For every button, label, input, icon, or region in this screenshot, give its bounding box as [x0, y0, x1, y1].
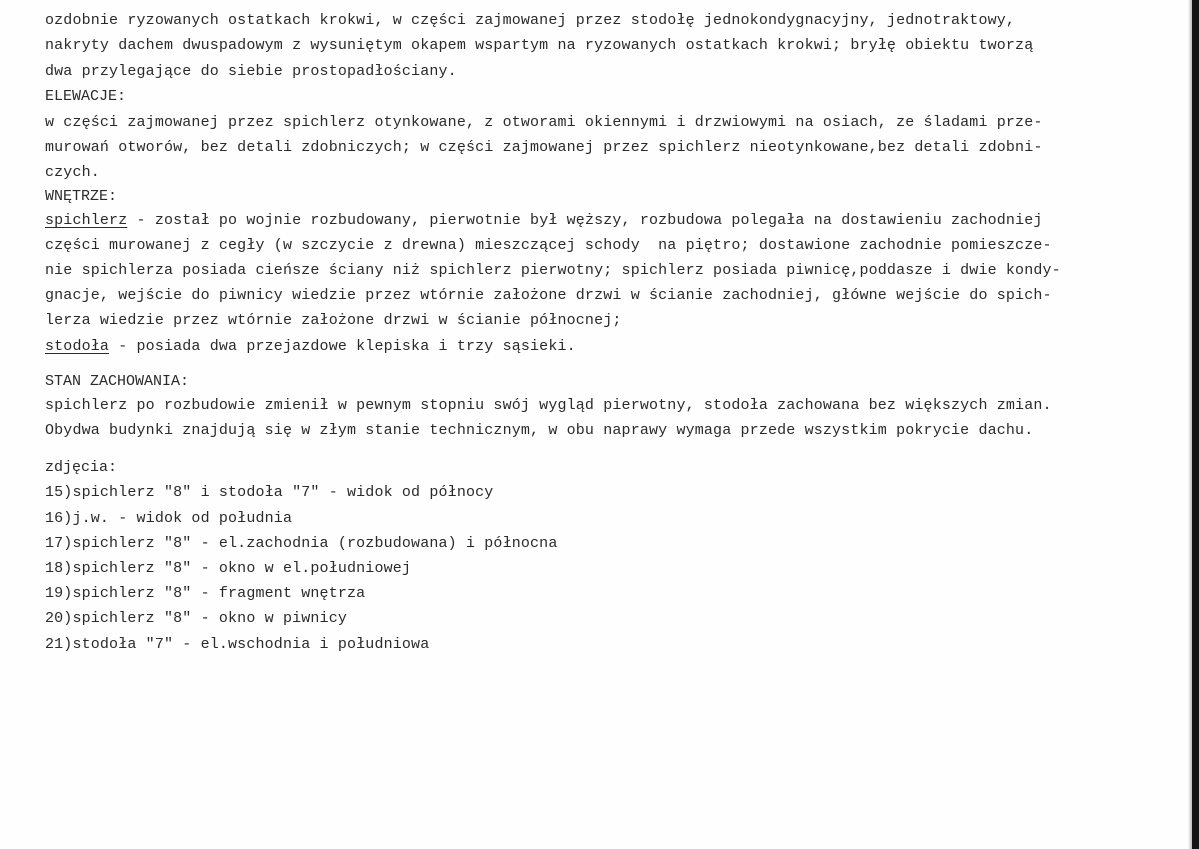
- stan-heading: STAN ZACHOWANIA:: [45, 373, 190, 390]
- photo-list-item: 17)spichlerz "8" - el.zachodnia (rozbudowana) i północna: [45, 535, 558, 552]
- elewacje-line: w części zajmowanej przez spichlerz otynkowane, z otworami okiennymi i drzwiowymi na osiach, ze śladami prze-: [45, 114, 1043, 131]
- spichlerz-line: nie spichlerza posiada cieńsze ściany niż spichlerz pierwotny; spichlerz posiada piwnicę,poddasze i dwie kondy-: [45, 262, 1061, 279]
- intro-line: dwa przylegające do siebie prostopadłościany.: [45, 63, 457, 80]
- stan-line: spichlerz po rozbudowie zmienił w pewnym stopniu swój wygląd pierwotny, stodoła zachowana bez większych zmian.: [45, 397, 1052, 414]
- spichlerz-line: lerza wiedzie przez wtórnie założone drzwi w ścianie północnej;: [45, 312, 622, 329]
- stan-line: Obydwa budynki znajdują się w złym stanie technicznym, w obu naprawy wymaga przede wszystkim pokrycie dachu.: [45, 422, 1034, 439]
- intro-line: nakryty dachem dwuspadowym z wysuniętym okapem wspartym na ryzowanych ostatkach krokwi; bryłę obiektu tworzą: [45, 37, 1034, 54]
- wnetrze-heading: WNĘTRZE:: [45, 188, 118, 205]
- stodola-text: - posiada dwa przejazdowe klepiska i trzy sąsieki.: [109, 338, 576, 355]
- photo-list-item: 19)spichlerz "8" - fragment wnętrza: [45, 585, 366, 602]
- spichlerz-first-text: - został po wojnie rozbudowany, pierwotnie był węższy, rozbudowa polegała na dostawieniu zachodniej: [127, 212, 1043, 229]
- spichlerz-line: części murowanej z cegły (w szczycie z drewna) mieszczącej schody na piętro; dostawione zachodnie pomieszcze-: [45, 237, 1052, 254]
- spichlerz-paragraph-first-line: [45, 212, 1043, 229]
- zdjecia-heading: zdjęcia:: [45, 459, 118, 476]
- elewacje-line: czych.: [45, 164, 100, 181]
- photo-list-item: 15)spichlerz "8" i stodoła "7" - widok od północy: [45, 484, 494, 501]
- spichlerz-term: spichlerz: [45, 212, 128, 229]
- intro-line: ozdobnie ryzowanych ostatkach krokwi, w części zajmowanej przez stodołę jednokondygnacyjny, jednotraktowy,: [45, 12, 1016, 29]
- stodola-line: [45, 338, 576, 355]
- stodola-term: stodoła: [45, 338, 110, 355]
- elewacje-heading: ELEWACJE:: [45, 88, 127, 105]
- photo-list-item: 21)stodoła "7" - el.wschodnia i południowa: [45, 636, 430, 653]
- photo-list-item: 20)spichlerz "8" - okno w piwnicy: [45, 610, 347, 627]
- scan-edge: [1192, 0, 1199, 849]
- photo-list-item: 18)spichlerz "8" - okno w el.południowej: [45, 560, 412, 577]
- photo-list-item: 16)j.w. - widok od południa: [45, 510, 293, 527]
- elewacje-line: murowań otworów, bez detali zdobniczych; w części zajmowanej przez spichlerz nieotynkowane,bez detali zdobni-: [45, 139, 1043, 156]
- spichlerz-line: gnacje, wejście do piwnicy wiedzie przez wtórnie założone drzwi w ścianie zachodniej, główne wejście do spich-: [45, 287, 1052, 304]
